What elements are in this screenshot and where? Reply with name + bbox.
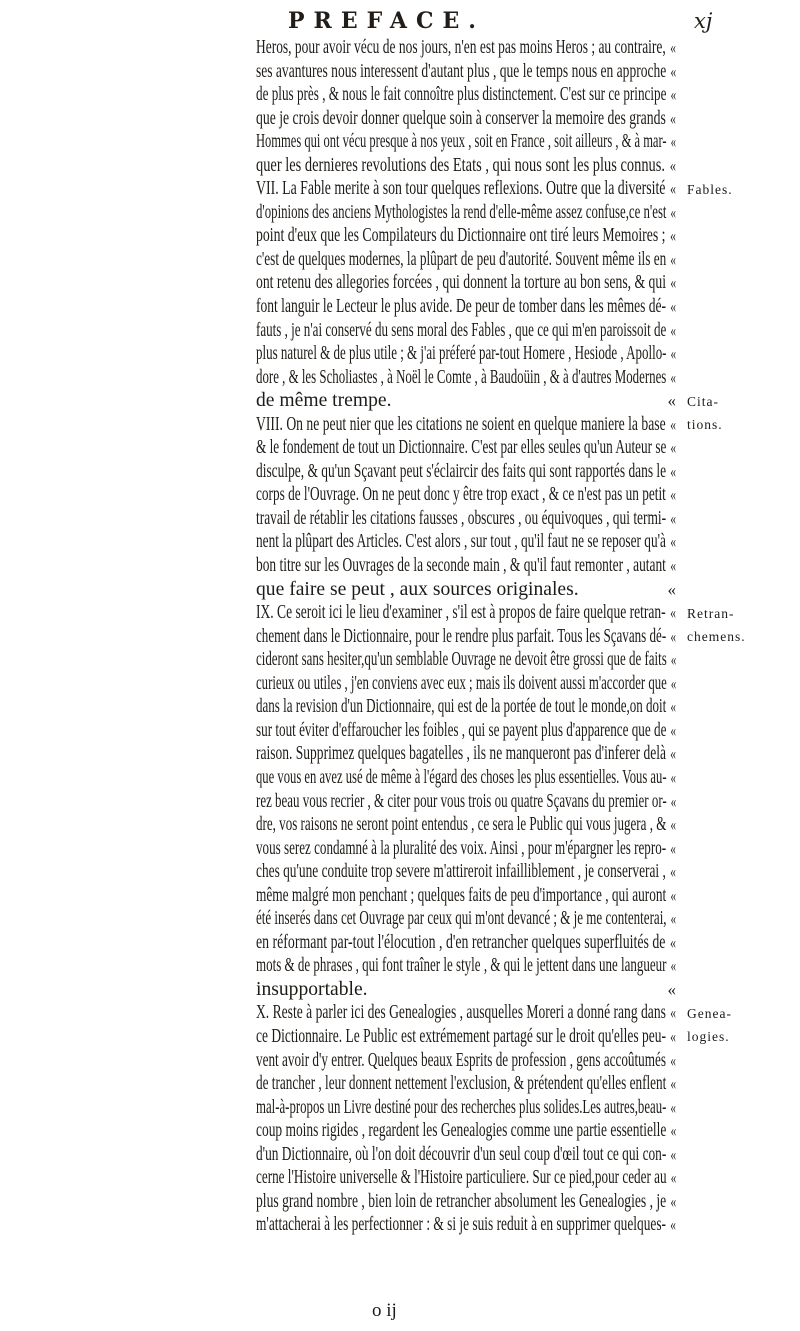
quote-mark: «: [670, 344, 677, 364]
quote-mark: «: [670, 1168, 677, 1188]
quote-mark: «: [670, 508, 677, 528]
text-line: [256, 648, 676, 672]
quote-mark: «: [670, 1074, 677, 1094]
quote-mark: «: [670, 38, 677, 57]
text-line: [256, 554, 676, 578]
line-text: travail de rétablir les citations fausses , obscures , ou équivoques , qui termi-: [256, 507, 667, 529]
text-line: [256, 1072, 676, 1096]
quote-mark: «: [670, 838, 676, 858]
line-text: de trancher , leur donnent nettement l'exclusion, & prétendent qu'elles enflent: [256, 1073, 667, 1095]
text-line: [256, 978, 676, 1002]
line-text: en réformant par-tout l'élocution , d'en retrancher quelques superfluités de: [256, 931, 666, 953]
text-line: [256, 907, 676, 931]
line-text: d'un Dictionnaire, où l'on doit découvrir d'un seul coup d'œil tout ce qui con-: [256, 1143, 667, 1165]
line-text: VII. La Fable merite à son tour quelques reflexions. Outre que la diversité: [256, 178, 666, 200]
margin-note-retranchemens-cont: chemens.: [687, 629, 746, 644]
quote-mark: «: [670, 1215, 676, 1235]
quote-mark: «: [670, 1097, 676, 1117]
line-text: chement dans le Dictionnaire, pour le rendre plus parfait. Tous les Sçavans dé-: [256, 625, 667, 647]
line-text: ont retenu des allegories forcées , qui donnent la torture au bon sens, & qui: [256, 272, 667, 294]
line-text: c'est de quelques modernes, la plûpart de peu d'autorité. Souvent même ils en: [256, 248, 667, 270]
quote-mark: «: [669, 155, 676, 175]
line-text: raison. Supprimez quelques bagatelles , ils ne manqueront pas d'inferer delà: [256, 743, 666, 765]
line-text: nent la plûpart des Articles. C'est alors , sur tout , qu'il faut ne se reposer qu'à: [256, 531, 666, 553]
text-line: [256, 154, 676, 178]
quote-mark: «: [670, 603, 677, 623]
text-line: [256, 366, 676, 390]
line-text: Hommes qui ont vécu presque à nos yeux , soit en France , soit ailleurs , & à mar-: [256, 131, 667, 153]
running-title: PREFACE.: [288, 8, 485, 34]
line-text: ce Dictionnaire. Le Public est extrémement partagé sur le droit qu'elles peu-: [256, 1025, 666, 1047]
quote-mark: «: [670, 767, 677, 787]
quote-mark: «: [670, 1026, 676, 1046]
quote-mark: «: [670, 179, 677, 199]
line-text: dore , & les Scholiastes , à Noël le Comte , à Baudoüin , & à d'autres Modernes: [256, 366, 667, 388]
margin-note-citations-cont: tions.: [687, 417, 723, 432]
text-line: [256, 790, 676, 814]
quote-mark: «: [670, 626, 677, 646]
line-text: corps de l'Ouvrage. On ne peut donc y être trop exact , & ce n'est pas un petit: [256, 484, 666, 506]
text-line: [256, 578, 676, 602]
quote-mark: «: [670, 1121, 677, 1141]
line-text: été inserés dans cet Ouvrage par ceux qui m'ont devancé ; & je me contenterai,: [256, 908, 667, 930]
quote-mark: «: [670, 202, 677, 222]
text-line: [256, 742, 676, 766]
line-text: cerne l'Histoire universelle & l'Histoire particuliere. Sur ce pied,pour ceder au: [256, 1167, 667, 1189]
line-text: plus naturel & de plus utile ; & j'ai préferé par-tout Homere , Hesiode , Apollo-: [256, 343, 667, 365]
line-text: curieux ou utiles , j'en conviens avec eux ; mais ils doivent aussi m'accorder que: [256, 672, 667, 694]
quote-mark: «: [670, 791, 677, 811]
quote-mark: «: [670, 1191, 677, 1211]
quote-mark: «: [670, 744, 677, 764]
margin-note-retranchemens: Retran-: [687, 606, 735, 621]
text-line: [256, 1213, 676, 1237]
text-line: [256, 860, 676, 884]
text-line: [256, 460, 676, 484]
margin-note-genealogies: Genea-: [687, 1006, 732, 1021]
text-line: [256, 625, 676, 649]
line-text: sur tout éviter d'effaroucher les foibles , qui se payent plus d'apparence que de: [256, 719, 667, 741]
text-line: [256, 931, 676, 955]
text-line: [256, 107, 676, 131]
text-line: [256, 672, 676, 696]
quote-mark: «: [667, 979, 676, 999]
text-line: [256, 601, 676, 625]
line-text: bon titre sur les Ouvrages de la seconde main , & qu'il faut remonter , autant: [256, 555, 666, 577]
line-text: coup moins rigides , regardent les Genealogies comme une partie essentielle: [256, 1120, 667, 1142]
line-text: vent avoir d'y entrer. Quelques beaux Esprits de profession , gens accoûtumés: [256, 1049, 667, 1071]
quote-mark: «: [670, 226, 676, 246]
page-number: xj: [694, 9, 713, 33]
quote-mark: «: [670, 932, 677, 952]
line-text: disculpe, & qu'un Sçavant peut s'éclaircir des faits qui sont rapportés dans le: [256, 460, 667, 482]
text-line: [256, 389, 676, 413]
line-text: vous serez condamné à la pluralité des voix. Ainsi , pour m'épargner les repro-: [256, 837, 667, 859]
line-text: point d'eux que les Compilateurs du Dictionnaire ont tiré leurs Memoires ;: [256, 225, 666, 247]
line-text: m'attacherai à les perfectionner : & si je suis reduit à en supprimer quelques-: [256, 1214, 667, 1236]
text-line: [256, 1190, 676, 1214]
line-text: dre, vos raisons ne seront point entendus , ce sera le Public qui vous jugera , &: [256, 814, 667, 836]
line-text: rez beau vous recrier , & citer pour vous trois ou quatre Sçavans du premier or-: [256, 790, 667, 812]
line-text: cideront sans hesiter,qu'un semblable Ouvrage ne devoit être grossi que de faits: [256, 649, 667, 671]
text-line: [256, 530, 676, 554]
text-line: [256, 837, 676, 861]
text-line: [256, 813, 676, 837]
quote-mark: «: [670, 414, 676, 434]
text-line: [256, 436, 676, 460]
line-text: fauts , je n'ai conservé du sens moral des Fables , que ce qui m'en paroissoit de: [256, 319, 667, 341]
quote-mark: «: [670, 1003, 677, 1023]
quote-mark: «: [670, 85, 677, 105]
page-header: [0, 4, 800, 38]
quote-mark: «: [670, 862, 676, 882]
text-line: [256, 295, 676, 319]
text-line: [256, 1119, 676, 1143]
text-line: [256, 36, 676, 60]
quote-mark: «: [670, 320, 676, 340]
text-line: [256, 1049, 676, 1073]
line-text: mal-à-propos un Livre destiné pour des recherches plus solides.Les autres,beau-: [256, 1096, 667, 1118]
quote-mark: «: [670, 297, 677, 317]
text-line: [256, 130, 676, 154]
quote-mark: «: [670, 132, 677, 152]
quote-mark: «: [670, 1144, 677, 1164]
text-line: [256, 1143, 676, 1167]
quote-mark: «: [670, 1050, 677, 1070]
line-text: de plus près , & nous le fait connoître plus distinctement. C'est sur ce principe: [256, 84, 667, 106]
text-line: [256, 1096, 676, 1120]
text-line: [256, 224, 676, 248]
signature-mark: o ij: [372, 1300, 397, 1321]
margin-note-citations: Cita-: [687, 394, 719, 409]
quote-mark: «: [670, 273, 677, 293]
quote-mark: «: [670, 532, 676, 552]
text-line: [256, 483, 676, 507]
text-line: [256, 766, 676, 790]
text-line: [256, 719, 676, 743]
quote-mark: «: [670, 673, 677, 693]
quote-mark: «: [670, 885, 677, 905]
margin-note-genealogies-cont: logies.: [687, 1029, 730, 1044]
quote-mark: «: [670, 720, 677, 740]
line-text: IX. Ce seroit ici le lieu d'examiner , s'il est à propos de faire quelque retran-: [256, 602, 666, 624]
line-text: ses avantures nous interessent d'autant plus , que le temps nous en approche: [256, 60, 667, 82]
margin-note-fables: Fables.: [687, 182, 733, 197]
quote-mark: «: [670, 108, 676, 128]
quote-mark: «: [670, 485, 676, 505]
body-text: [256, 36, 676, 1237]
line-text: de même trempe.: [256, 390, 392, 412]
quote-mark: «: [667, 579, 676, 599]
line-text: quer les dernieres revolutions des Etats , qui nous sont les plus connus.: [256, 154, 665, 176]
line-text: plus grand nombre , bien loin de retrancher absolument les Genealogies , je: [256, 1190, 667, 1212]
quote-mark: «: [670, 438, 677, 458]
line-text: dans la revision d'un Dictionnaire, qui est de la portée de tout le monde,on doit: [256, 696, 667, 718]
text-line: [256, 1166, 676, 1190]
line-text: & le fondement de tout un Dictionnaire. C'est par elles seules qu'un Auteur se: [256, 437, 667, 459]
quote-mark: «: [670, 556, 677, 576]
text-line: [256, 319, 676, 343]
line-text: X. Reste à parler ici des Genealogies , ausquelles Moreri a donné rang dans: [256, 1002, 666, 1024]
text-line: [256, 177, 676, 201]
quote-mark: «: [670, 367, 676, 387]
text-line: [256, 60, 676, 84]
line-text: même malgré mon penchant ; quelques faits de peu d'importance , qui auront: [256, 884, 667, 906]
line-text: d'opinions des anciens Mythologistes la rend d'elle-même assez confuse,ce n'est: [256, 201, 667, 223]
text-line: [256, 201, 676, 225]
text-line: [256, 1001, 676, 1025]
quote-mark: «: [670, 909, 677, 929]
quote-mark: «: [670, 61, 677, 81]
text-line: [256, 507, 676, 531]
line-text: que vous en avez usé de même à l'égard des choses les plus essentielles. Vous au-: [256, 766, 667, 788]
line-text: font languir le Lecteur le plus avide. De peur de tomber dans les mêmes dé-: [256, 296, 667, 318]
quote-mark: «: [670, 249, 677, 269]
quote-mark: «: [670, 697, 677, 717]
quote-mark: «: [670, 650, 677, 670]
line-text: mots & de phrases , qui font traîner le style , & qui le jettent dans une langueur: [256, 955, 667, 977]
quote-mark: «: [667, 391, 676, 411]
quote-mark: «: [670, 815, 677, 835]
quote-mark: «: [670, 461, 677, 481]
line-text: insupportable.: [256, 978, 368, 1000]
text-line: [256, 271, 676, 295]
text-line: [256, 413, 676, 437]
text-line: [256, 884, 676, 908]
quote-mark: «: [670, 956, 677, 976]
text-line: [256, 248, 676, 272]
text-line: [256, 83, 676, 107]
text-line: [256, 695, 676, 719]
line-text: Heros, pour avoir vécu de nos jours, n'en est pas moins Heros ; au contraire,: [256, 37, 666, 58]
line-text: ches qu'une conduite trop severe m'attireroit infailliblement , je conserverai ,: [256, 861, 666, 883]
line-text: VIII. On ne peut nier que les citations ne soient en quelque maniere la base: [256, 413, 666, 435]
text-line: [256, 1025, 676, 1049]
text-line: [256, 954, 676, 978]
line-text: que faire se peut , aux sources originales.: [256, 578, 579, 600]
text-line: [256, 342, 676, 366]
line-text: que je crois devoir donner quelque soin à conserver la memoire des grands: [256, 107, 666, 129]
